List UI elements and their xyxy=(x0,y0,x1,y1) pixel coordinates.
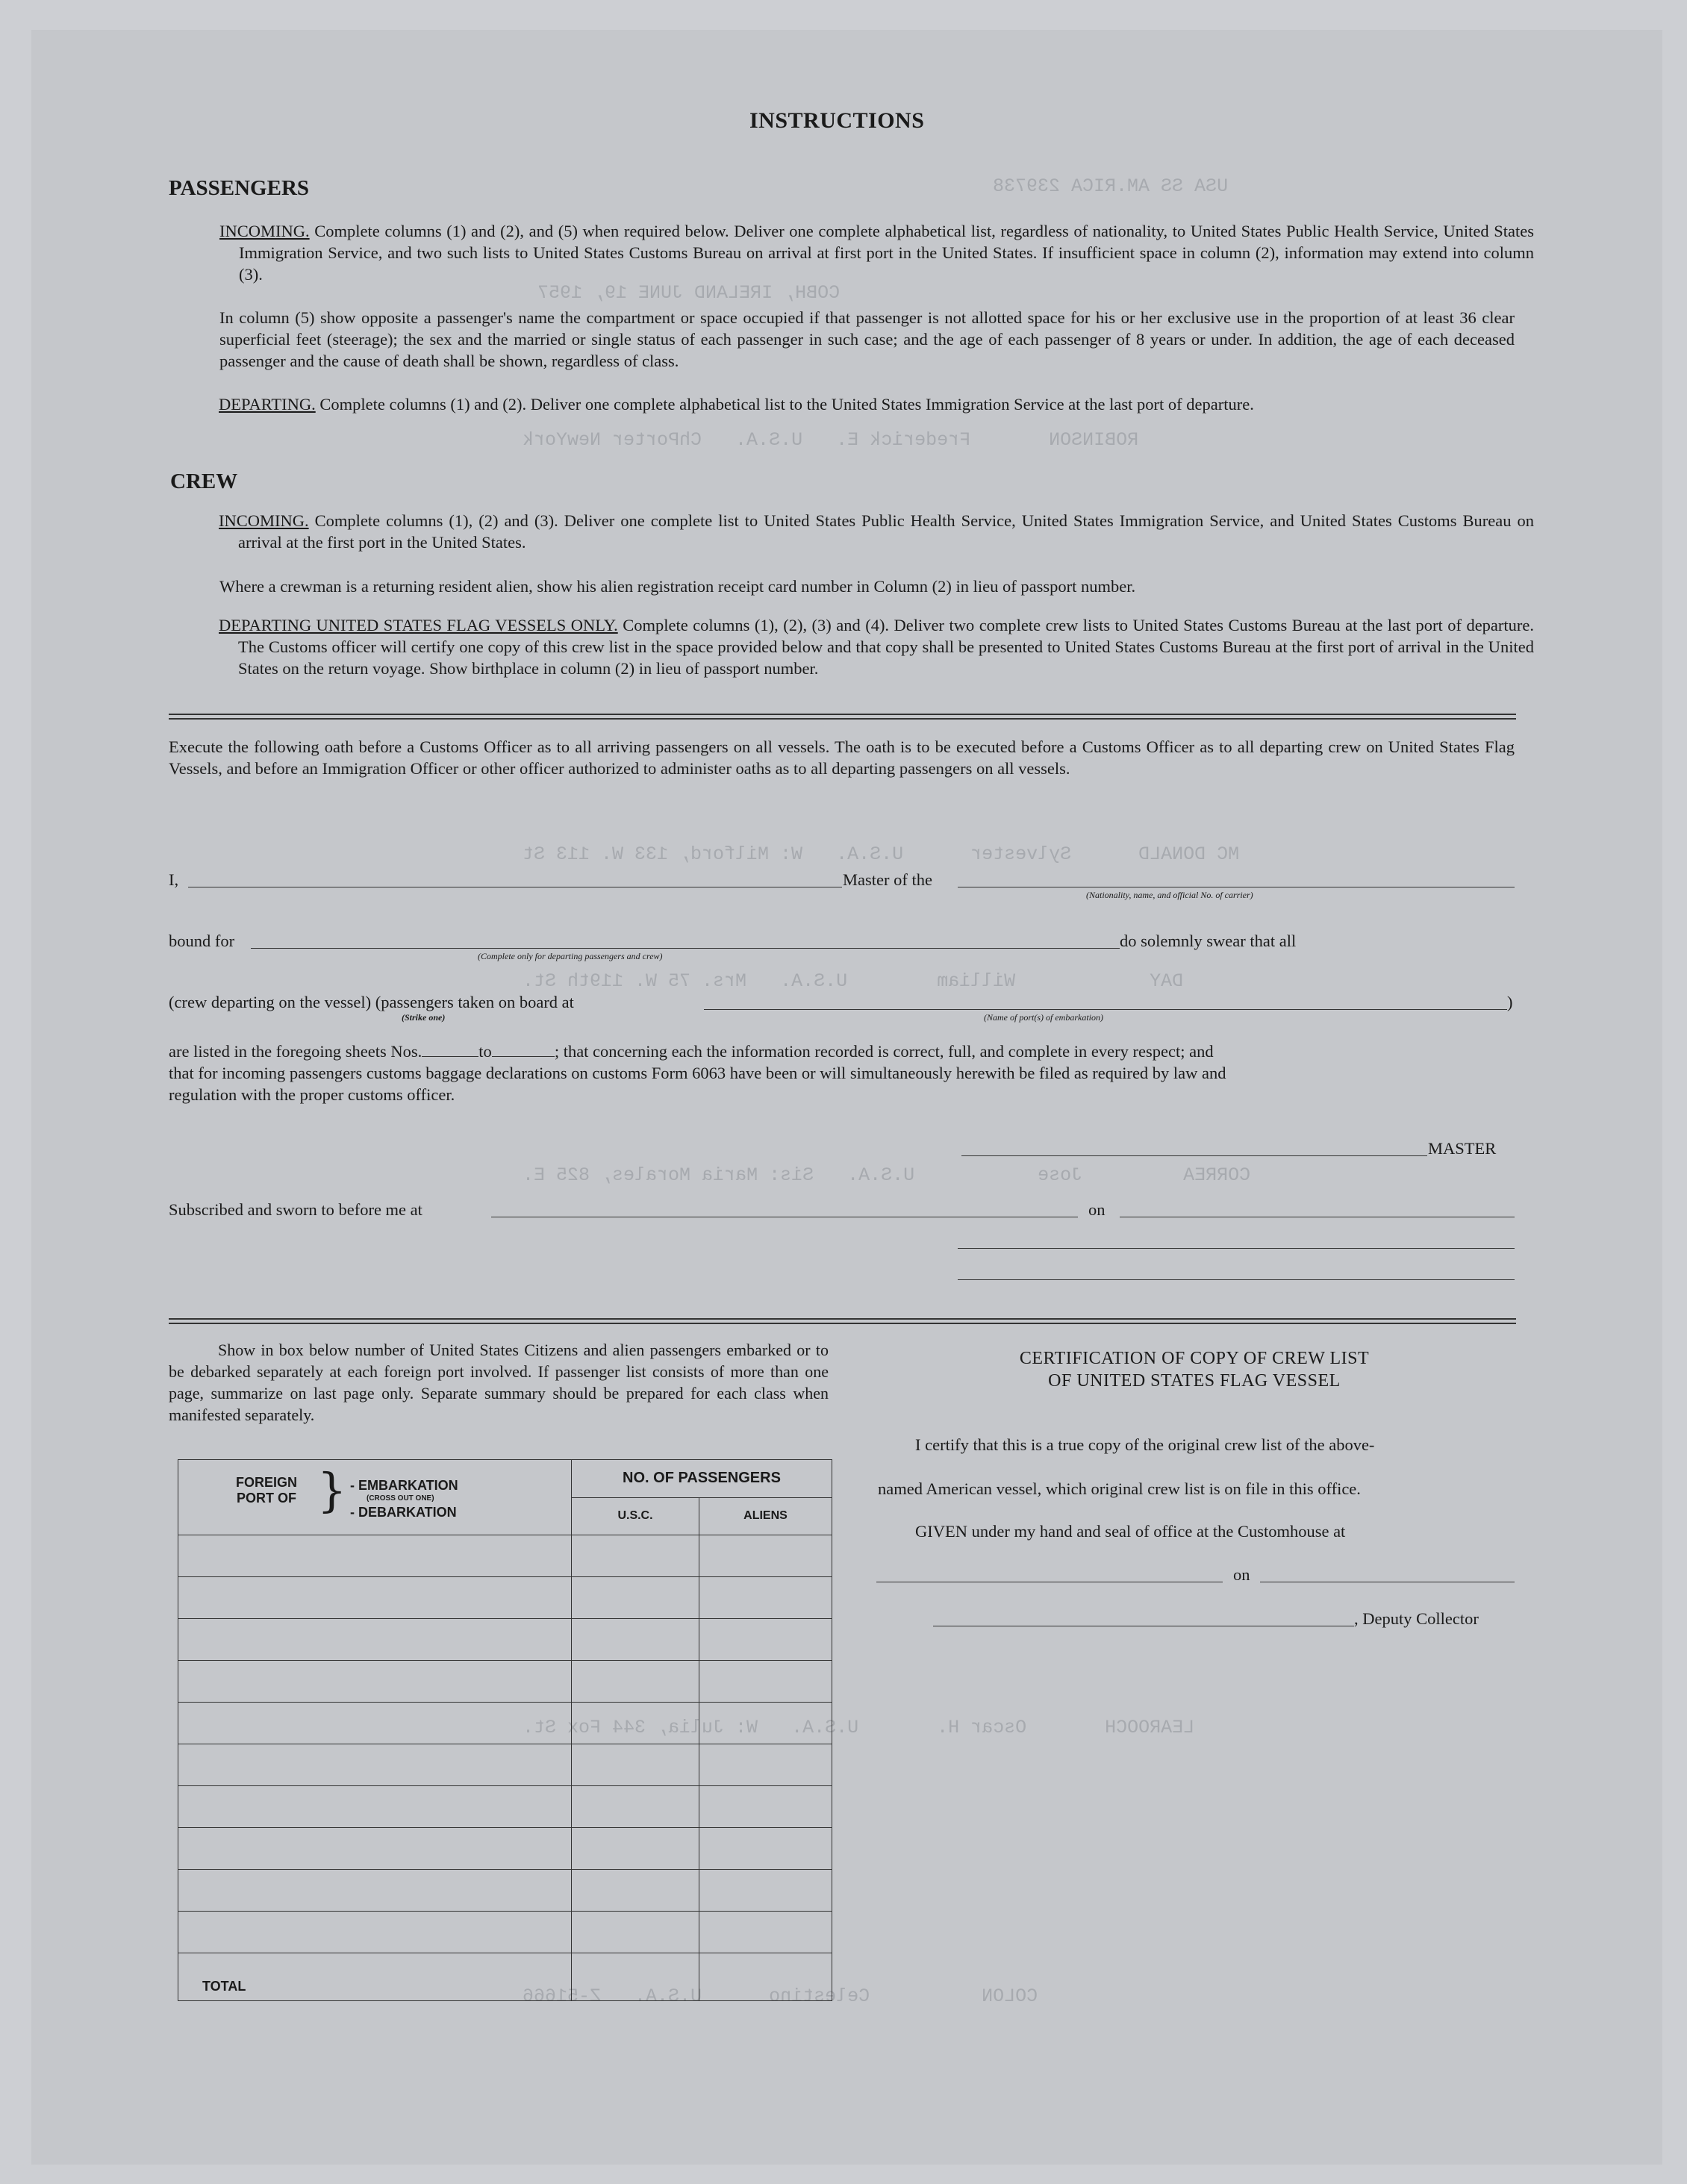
page-title: INSTRUCTIONS xyxy=(749,108,925,133)
aliens-cell[interactable] xyxy=(699,1703,832,1744)
port-cell[interactable] xyxy=(178,1703,572,1744)
aliens-header: ALIENS xyxy=(699,1497,832,1535)
aliens-cell[interactable] xyxy=(699,1661,832,1703)
usc-cell[interactable] xyxy=(572,1703,699,1744)
listed-line2: that for incoming passengers customs baggage declarations on customs Form 6063 have been or will simultaneously herewith be filed as required by law and xyxy=(169,1064,1226,1082)
summary-instructions-text: Show in box below number of United States Citizens and alien passengers embarked or to be debarked separately at each foreign port involved. If passenger list consists of more than one page, summarize on last page only. Separate summary should be prepared for each class when manifested separately. xyxy=(169,1341,829,1424)
port-cell[interactable] xyxy=(178,1828,572,1870)
brace-icon: } xyxy=(317,1463,347,1517)
passengers-incoming-paragraph xyxy=(219,220,1534,285)
sheet-to-field[interactable] xyxy=(492,1041,555,1057)
aliens-cell[interactable] xyxy=(699,1577,832,1619)
crew-incoming-label: INCOMING. xyxy=(219,511,309,530)
aliens-total-cell[interactable] xyxy=(699,1953,832,2001)
section-divider xyxy=(169,1318,1516,1320)
usc-cell[interactable] xyxy=(572,1577,699,1619)
aliens-cell[interactable] xyxy=(699,1786,832,1828)
passengers-departing-label: DEPARTING. xyxy=(219,395,316,414)
table-row xyxy=(178,1619,832,1661)
listed-rest: ; that concerning each the information recorded is correct, full, and complete in every respect; and xyxy=(554,1042,1214,1061)
certify-line2: named American vessel, which original crew list is on file in this office. xyxy=(878,1479,1361,1498)
aliens-cell[interactable] xyxy=(699,1535,832,1577)
nationality-caption: (Nationality, name, and official No. of carrier) xyxy=(1086,890,1253,900)
aliens-cell[interactable] xyxy=(699,1912,832,1953)
table-row xyxy=(178,1577,832,1619)
section-divider xyxy=(169,1323,1516,1324)
section-divider xyxy=(169,714,1516,715)
port-cell[interactable] xyxy=(178,1870,572,1912)
aliens-cell[interactable] xyxy=(699,1828,832,1870)
usc-cell[interactable] xyxy=(572,1870,699,1912)
certification-on-label: on xyxy=(1233,1565,1250,1584)
certification-heading-line1: CERTIFICATION OF COPY OF CREW LIST xyxy=(1019,1349,1370,1368)
crew-heading: CREW xyxy=(170,469,238,493)
foreign-port-label: FOREIGN PORT OF xyxy=(235,1475,297,1506)
oath-master-of-label: Master of the xyxy=(843,870,932,889)
port-of-embarkation-field[interactable] xyxy=(704,1009,1507,1010)
bound-for-field[interactable] xyxy=(251,948,1120,949)
aliens-cell[interactable] xyxy=(699,1744,832,1786)
table-row xyxy=(178,1828,832,1870)
sworn-on-label: on xyxy=(1088,1200,1106,1219)
certification-heading-line2: OF UNITED STATES FLAG VESSEL xyxy=(1048,1371,1341,1391)
usc-cell[interactable] xyxy=(572,1828,699,1870)
port-cell[interactable] xyxy=(178,1619,572,1661)
aliens-cell[interactable] xyxy=(699,1619,832,1661)
strike-one-caption: (Strike one) xyxy=(402,1012,446,1023)
usc-cell[interactable] xyxy=(572,1661,699,1703)
crew-resident-paragraph: Where a crewman is a returning resident alien, show his alien registration receipt card number in Column (2) in lieu of passport number. xyxy=(219,577,1136,596)
passengers-departing-paragraph xyxy=(219,393,1534,415)
table-row xyxy=(178,1786,832,1828)
table-row xyxy=(178,1912,832,1953)
aliens-cell[interactable] xyxy=(699,1870,832,1912)
table-row xyxy=(178,1661,832,1703)
certification-heading xyxy=(873,1347,1515,1392)
total-row xyxy=(178,1953,832,2001)
port-header-cell xyxy=(178,1460,572,1535)
crew-departing-text: (crew departing on the vessel) (passengers taken on board at xyxy=(169,993,574,1011)
officer-title-field[interactable] xyxy=(958,1279,1515,1280)
crew-incoming-paragraph xyxy=(219,510,1534,553)
passengers-departing-text: Complete columns (1) and (2). Deliver one complete alphabetical list to the United States Immigration Service at the last port of departure. xyxy=(319,395,1254,414)
close-paren: ) xyxy=(1507,993,1513,1011)
crew-departing-text: Complete columns (1), (2), (3) and (4). Deliver two complete crew lists to United States Customs Bureau at the last port of departure. The Customs officer will certify one copy of this crew list in the space provided below and that copy shall be presented to United States Customs Bureau at the first port of arrival in the United States on the return voyage. Show birthplace in column (2) in lieu of passport number. xyxy=(238,616,1535,678)
usc-total-cell[interactable] xyxy=(572,1953,699,2001)
master-label: MASTER xyxy=(1428,1139,1497,1158)
passenger-summary-table xyxy=(178,1459,832,2001)
usc-cell[interactable] xyxy=(572,1744,699,1786)
table-row xyxy=(178,1535,832,1577)
usc-cell[interactable] xyxy=(572,1535,699,1577)
listed-paragraph xyxy=(169,1040,1515,1105)
summary-instructions xyxy=(169,1339,829,1426)
usc-cell[interactable] xyxy=(572,1912,699,1953)
certify-line1: I certify that this is a true copy of the original crew list of the above- xyxy=(915,1435,1375,1454)
passengers-heading: PASSENGERS xyxy=(169,176,310,200)
bound-for-caption: (Complete only for departing passengers and crew) xyxy=(478,951,663,961)
cross-out-label: (CROSS OUT ONE) xyxy=(367,1494,434,1503)
usc-cell[interactable] xyxy=(572,1619,699,1661)
crew-incoming-text: Complete columns (1), (2) and (3). Deliver one complete list to United States Public Health Service, United States Immigration Service, and United States Customs Bureau on arrival at the first port in the United States. xyxy=(238,511,1534,552)
debarkation-label: - DEBARKATION xyxy=(350,1505,457,1520)
port-cell[interactable] xyxy=(178,1744,572,1786)
passengers-incoming-text: Complete columns (1) and (2), and (5) when required below. Deliver one complete alphabetical list, regardless of nationality, to United States Public Health Service, United States Immigration Service, and two such lists to United States Customs Bureau on arrival at first port in the United States. If insufficient space in column (2), information may extend into column (3). xyxy=(239,222,1535,284)
port-cell[interactable] xyxy=(178,1577,572,1619)
usc-cell[interactable] xyxy=(572,1786,699,1828)
deputy-collector-label: , Deputy Collector xyxy=(1354,1609,1479,1628)
officer-signature-field[interactable] xyxy=(958,1248,1515,1249)
table-row xyxy=(178,1744,832,1786)
subscribed-label: Subscribed and sworn to before me at xyxy=(169,1200,422,1219)
port-cell[interactable] xyxy=(178,1912,572,1953)
port-cell[interactable] xyxy=(178,1535,572,1577)
table-row xyxy=(178,1870,832,1912)
table-row xyxy=(178,1703,832,1744)
no-of-passengers-header: NO. OF PASSENGERS xyxy=(572,1460,832,1498)
oath-i-label: I, xyxy=(169,870,179,889)
listed-line3: regulation with the proper customs officer. xyxy=(169,1085,455,1104)
bound-for-label: bound for xyxy=(169,932,235,950)
sheet-from-field[interactable] xyxy=(422,1041,478,1057)
usc-header: U.S.C. xyxy=(572,1497,699,1535)
port-cell[interactable] xyxy=(178,1786,572,1828)
crew-departing-label: DEPARTING UNITED STATES FLAG VESSELS ONLY. xyxy=(219,616,618,634)
to-label: to xyxy=(478,1042,492,1061)
port-caption: (Name of port(s) of embarkation) xyxy=(984,1012,1103,1023)
embarkation-label: - EMBARKATION xyxy=(350,1478,458,1493)
given-text: GIVEN under my hand and seal of office at the Customhouse at xyxy=(915,1522,1346,1541)
port-cell[interactable] xyxy=(178,1661,572,1703)
section-divider xyxy=(169,718,1516,720)
swear-text: do solemnly swear that all xyxy=(1120,932,1297,950)
oath-intro: Execute the following oath before a Customs Officer as to all arriving passengers on all vessels. The oath is to be executed before a Customs Officer as to all departing crew on United States Flag Vessels, and before an Immigration Officer or other officer authorized to administer oaths as to all departing passengers on all vessels. xyxy=(169,737,1515,778)
total-label: TOTAL xyxy=(178,1953,572,2001)
master-signature-field[interactable] xyxy=(961,1155,1427,1156)
listed-text: are listed in the foregoing sheets Nos. xyxy=(169,1042,422,1061)
crew-departing-paragraph xyxy=(219,614,1534,679)
passengers-column5-paragraph: In column (5) show opposite a passenger's name the compartment or space occupied if that passenger is not allotted space for his or her exclusive use in the proportion of at least 36 clear superficial feet (steerage); the sex and the married or single status of each passenger in such case; and the age of each passenger of 8 years or under. In addition, the age of each deceased passenger and the cause of death shall be shown, regardless of class. xyxy=(219,308,1515,370)
passengers-incoming-label: INCOMING. xyxy=(219,222,310,240)
